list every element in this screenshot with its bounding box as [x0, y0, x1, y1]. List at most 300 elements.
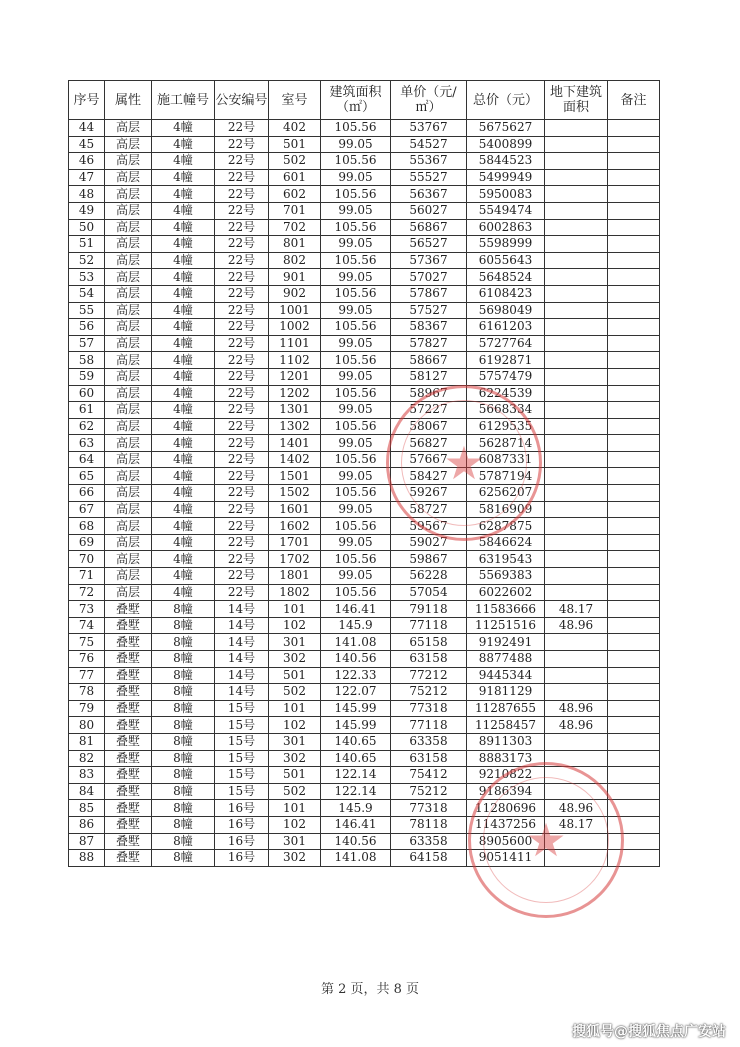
table-cell: 99.05	[321, 136, 391, 153]
table-cell: 82	[69, 750, 105, 767]
table-cell: 105.56	[321, 352, 391, 369]
column-header: 属性	[105, 81, 152, 120]
table-cell: 71	[69, 568, 105, 585]
table-cell: 72	[69, 584, 105, 601]
table-cell: 6161203	[467, 319, 545, 336]
table-cell: 105.56	[321, 485, 391, 502]
table-cell: 59027	[391, 534, 467, 551]
table-cell: 4幢	[152, 335, 215, 352]
table-cell: 53767	[391, 120, 467, 137]
table-cell	[608, 153, 660, 170]
table-cell: 77212	[391, 667, 467, 684]
table-cell: 99.05	[321, 435, 391, 452]
table-cell: 4幢	[152, 402, 215, 419]
table-cell: 59267	[391, 485, 467, 502]
table-cell: 5698049	[467, 302, 545, 319]
table-cell	[545, 120, 608, 137]
table-cell: 78	[69, 684, 105, 701]
table-cell: 75412	[391, 767, 467, 784]
table-row	[69, 385, 660, 402]
table-row	[69, 302, 660, 319]
table-cell: 14号	[215, 617, 269, 634]
table-cell	[545, 551, 608, 568]
table-cell: 5675627	[467, 120, 545, 137]
table-cell	[545, 634, 608, 651]
table-cell: 14号	[215, 667, 269, 684]
table-cell: 4幢	[152, 501, 215, 518]
table-cell: 高层	[105, 120, 152, 137]
table-cell: 102	[269, 617, 321, 634]
table-cell: 高层	[105, 385, 152, 402]
table-cell: 87	[69, 833, 105, 850]
table-row	[69, 651, 660, 668]
table-row	[69, 186, 660, 203]
table-cell	[608, 617, 660, 634]
table-cell: 58667	[391, 352, 467, 369]
table-cell: 56367	[391, 186, 467, 203]
table-cell: 22号	[215, 468, 269, 485]
table-cell: 77318	[391, 800, 467, 817]
star-icon: ★	[443, 436, 485, 490]
table-cell: 79118	[391, 601, 467, 618]
table-cell: 99.05	[321, 236, 391, 253]
table-cell	[608, 700, 660, 717]
table-cell: 56527	[391, 236, 467, 253]
table-row	[69, 833, 660, 850]
table-cell: 15号	[215, 700, 269, 717]
table-cell	[545, 451, 608, 468]
table-cell: 8幢	[152, 601, 215, 618]
column-header: 序号	[69, 81, 105, 120]
table-cell: 4幢	[152, 285, 215, 302]
column-header: 单价（元/㎡）	[391, 81, 467, 120]
table-row	[69, 335, 660, 352]
table-cell	[608, 767, 660, 784]
table-cell: 6055643	[467, 252, 545, 269]
table-cell	[545, 186, 608, 203]
table-cell: 67	[69, 501, 105, 518]
table-cell: 63158	[391, 651, 467, 668]
table-row	[69, 319, 660, 336]
table-cell: 63358	[391, 733, 467, 750]
table-cell: 57827	[391, 335, 467, 352]
table-cell: 146.41	[321, 816, 391, 833]
table-cell: 4幢	[152, 319, 215, 336]
table-cell: 叠墅	[105, 733, 152, 750]
table-cell: 叠墅	[105, 750, 152, 767]
column-header: 总价（元）	[467, 81, 545, 120]
table-cell: 4幢	[152, 568, 215, 585]
table-row	[69, 750, 660, 767]
table-cell: 146.41	[321, 601, 391, 618]
table-cell: 叠墅	[105, 634, 152, 651]
table-cell: 1102	[269, 352, 321, 369]
table-cell: 77118	[391, 617, 467, 634]
table-cell: 48.17	[545, 816, 608, 833]
column-header: 公安编号	[215, 81, 269, 120]
table-cell: 601	[269, 169, 321, 186]
table-cell: 4幢	[152, 186, 215, 203]
table-cell: 22号	[215, 153, 269, 170]
table-cell: 502	[269, 783, 321, 800]
table-cell: 48.17	[545, 601, 608, 618]
table-cell: 22号	[215, 335, 269, 352]
table-cell: 5648524	[467, 269, 545, 286]
table-row	[69, 352, 660, 369]
table-cell	[608, 285, 660, 302]
table-cell: 8幢	[152, 717, 215, 734]
table-cell	[608, 651, 660, 668]
table-cell: 15号	[215, 767, 269, 784]
table-row	[69, 667, 660, 684]
table-cell: 6319543	[467, 551, 545, 568]
table-cell	[545, 202, 608, 219]
table-cell	[608, 120, 660, 137]
table-cell: 101	[269, 800, 321, 817]
table-cell: 高层	[105, 219, 152, 236]
table-cell: 高层	[105, 252, 152, 269]
table-cell: 140.65	[321, 733, 391, 750]
table-cell: 22号	[215, 368, 269, 385]
table-cell: 63158	[391, 750, 467, 767]
table-cell: 145.99	[321, 717, 391, 734]
table-cell: 15号	[215, 783, 269, 800]
table-cell: 4幢	[152, 518, 215, 535]
table-cell: 105.56	[321, 186, 391, 203]
table-cell: 65	[69, 468, 105, 485]
table-cell: 501	[269, 667, 321, 684]
table-cell: 高层	[105, 468, 152, 485]
table-cell	[545, 368, 608, 385]
table-cell: 99.05	[321, 468, 391, 485]
column-header: 备注	[608, 81, 660, 120]
table-cell	[608, 236, 660, 253]
table-cell	[545, 468, 608, 485]
table-cell: 48.96	[545, 717, 608, 734]
table-cell: 高层	[105, 236, 152, 253]
table-cell: 57027	[391, 269, 467, 286]
table-cell: 8幢	[152, 667, 215, 684]
table-cell: 11280696	[467, 800, 545, 817]
table-cell: 63358	[391, 833, 467, 850]
table-cell	[608, 352, 660, 369]
table-cell: 84	[69, 783, 105, 800]
table-cell: 11287655	[467, 700, 545, 717]
table-cell	[545, 485, 608, 502]
table-cell: 22号	[215, 385, 269, 402]
table-cell: 高层	[105, 368, 152, 385]
table-cell: 9181129	[467, 684, 545, 701]
table-cell: 22号	[215, 485, 269, 502]
table-row	[69, 252, 660, 269]
table-cell: 6224539	[467, 385, 545, 402]
table-cell: 5598999	[467, 236, 545, 253]
table-cell: 99.05	[321, 534, 391, 551]
table-cell: 99.05	[321, 501, 391, 518]
table-cell: 56228	[391, 568, 467, 585]
header-row	[69, 81, 660, 120]
table-cell: 54	[69, 285, 105, 302]
table-cell: 78118	[391, 816, 467, 833]
table-row	[69, 418, 660, 435]
table-cell: 1602	[269, 518, 321, 535]
table-cell: 22号	[215, 551, 269, 568]
table-cell: 5787194	[467, 468, 545, 485]
table-cell	[608, 518, 660, 535]
table-cell: 8幢	[152, 833, 215, 850]
table-row	[69, 634, 660, 651]
table-cell: 105.56	[321, 319, 391, 336]
table-cell: 65158	[391, 634, 467, 651]
table-cell: 8幢	[152, 651, 215, 668]
table-cell: 56827	[391, 435, 467, 452]
table-cell	[545, 302, 608, 319]
table-cell	[608, 169, 660, 186]
table-row	[69, 501, 660, 518]
table-cell	[608, 584, 660, 601]
table-cell: 高层	[105, 485, 152, 502]
table-cell: 55527	[391, 169, 467, 186]
table-cell: 4幢	[152, 584, 215, 601]
table-cell: 22号	[215, 451, 269, 468]
table-cell	[545, 667, 608, 684]
table-cell: 101	[269, 601, 321, 618]
table-cell: 122.07	[321, 684, 391, 701]
table-cell: 4幢	[152, 352, 215, 369]
table-cell: 5628714	[467, 435, 545, 452]
table-cell	[608, 501, 660, 518]
table-cell: 叠墅	[105, 684, 152, 701]
table-cell: 8幢	[152, 800, 215, 817]
table-row	[69, 800, 660, 817]
table-cell: 80	[69, 717, 105, 734]
table-cell: 53	[69, 269, 105, 286]
table-cell: 99.05	[321, 368, 391, 385]
table-cell: 高层	[105, 402, 152, 419]
table-row	[69, 617, 660, 634]
watermark: 搜狐号@搜狐焦点广安站	[572, 1024, 726, 1040]
table-cell: 49	[69, 202, 105, 219]
table-cell: 叠墅	[105, 850, 152, 867]
table-cell	[545, 651, 608, 668]
table-cell: 5816909	[467, 501, 545, 518]
table-cell: 302	[269, 651, 321, 668]
table-row	[69, 767, 660, 784]
table-cell: 802	[269, 252, 321, 269]
table-cell: 58367	[391, 319, 467, 336]
table-cell: 5727764	[467, 335, 545, 352]
table-cell	[545, 252, 608, 269]
table-cell: 高层	[105, 335, 152, 352]
table-cell: 高层	[105, 285, 152, 302]
table-cell: 4幢	[152, 534, 215, 551]
table-cell: 22号	[215, 568, 269, 585]
table-row	[69, 700, 660, 717]
table-cell: 叠墅	[105, 617, 152, 634]
table-row	[69, 518, 660, 535]
table-cell: 叠墅	[105, 700, 152, 717]
table-cell	[608, 335, 660, 352]
table-cell: 5499949	[467, 169, 545, 186]
table-cell: 14号	[215, 601, 269, 618]
table-body	[69, 120, 660, 867]
table-cell: 140.65	[321, 750, 391, 767]
table-cell: 68	[69, 518, 105, 535]
table-cell: 105.56	[321, 418, 391, 435]
table-cell	[608, 202, 660, 219]
table-cell	[608, 783, 660, 800]
table-cell: 叠墅	[105, 667, 152, 684]
table-cell: 6108423	[467, 285, 545, 302]
table-row	[69, 285, 660, 302]
table-cell: 58727	[391, 501, 467, 518]
table-row	[69, 153, 660, 170]
table-row	[69, 850, 660, 867]
table-row	[69, 368, 660, 385]
table-cell: 75	[69, 634, 105, 651]
table-cell: 70	[69, 551, 105, 568]
table-cell: 702	[269, 219, 321, 236]
table-cell	[545, 501, 608, 518]
table-cell: 11437256	[467, 816, 545, 833]
table-cell: 48.96	[545, 700, 608, 717]
table-cell: 99.05	[321, 169, 391, 186]
table-row	[69, 202, 660, 219]
table-cell: 502	[269, 153, 321, 170]
table-cell: 高层	[105, 551, 152, 568]
table-cell: 58	[69, 352, 105, 369]
table-cell: 77318	[391, 700, 467, 717]
table-row	[69, 269, 660, 286]
table-cell: 4幢	[152, 153, 215, 170]
table-cell: 99.05	[321, 335, 391, 352]
table-cell: 6192871	[467, 352, 545, 369]
table-cell: 16号	[215, 816, 269, 833]
table-cell: 4幢	[152, 302, 215, 319]
table-cell: 57527	[391, 302, 467, 319]
table-cell: 4幢	[152, 435, 215, 452]
table-cell: 22号	[215, 518, 269, 535]
table-cell: 8幢	[152, 617, 215, 634]
table-cell	[545, 733, 608, 750]
table-cell	[545, 352, 608, 369]
table-cell	[545, 402, 608, 419]
table-cell: 1402	[269, 451, 321, 468]
table-cell: 801	[269, 236, 321, 253]
table-cell: 1201	[269, 368, 321, 385]
table-cell: 59567	[391, 518, 467, 535]
table-cell	[608, 136, 660, 153]
table-cell: 51	[69, 236, 105, 253]
table-cell: 1601	[269, 501, 321, 518]
table-cell: 4幢	[152, 418, 215, 435]
table-cell: 6087331	[467, 451, 545, 468]
table-cell: 56	[69, 319, 105, 336]
table-cell	[545, 833, 608, 850]
table-cell: 105.56	[321, 451, 391, 468]
column-header: 建筑面积（㎡）	[321, 81, 391, 120]
table-cell: 22号	[215, 402, 269, 419]
table-cell: 48.96	[545, 800, 608, 817]
table-cell: 高层	[105, 186, 152, 203]
table-cell: 11258457	[467, 717, 545, 734]
table-cell: 105.56	[321, 285, 391, 302]
table-row	[69, 402, 660, 419]
table-cell	[608, 468, 660, 485]
table-cell: 102	[269, 816, 321, 833]
table-cell: 22号	[215, 252, 269, 269]
table-cell: 1502	[269, 485, 321, 502]
table-cell: 74	[69, 617, 105, 634]
table-cell: 57	[69, 335, 105, 352]
table-cell	[608, 435, 660, 452]
column-header: 地下建筑面积	[545, 81, 608, 120]
table-cell: 501	[269, 136, 321, 153]
table-cell: 22号	[215, 219, 269, 236]
table-row	[69, 816, 660, 833]
table-cell: 99.05	[321, 302, 391, 319]
table-cell: 22号	[215, 285, 269, 302]
table-cell: 6256207	[467, 485, 545, 502]
table-cell: 15号	[215, 733, 269, 750]
table-cell: 4幢	[152, 136, 215, 153]
table-row	[69, 717, 660, 734]
table-cell: 81	[69, 733, 105, 750]
table-cell: 高层	[105, 169, 152, 186]
table-cell	[545, 684, 608, 701]
table-cell: 6002863	[467, 219, 545, 236]
table-cell: 4幢	[152, 468, 215, 485]
table-cell: 6287875	[467, 518, 545, 535]
table-cell	[608, 534, 660, 551]
table-cell: 5844523	[467, 153, 545, 170]
table-cell: 86	[69, 816, 105, 833]
table-cell: 83	[69, 767, 105, 784]
table-cell	[545, 385, 608, 402]
table-cell: 302	[269, 750, 321, 767]
column-header: 室号	[269, 81, 321, 120]
table-cell: 101	[269, 700, 321, 717]
page-number-footer: 第 2 页，共 8 页	[320, 982, 420, 997]
table-cell: 58127	[391, 368, 467, 385]
table-cell: 77	[69, 667, 105, 684]
table-cell: 8883173	[467, 750, 545, 767]
table-cell: 99.05	[321, 568, 391, 585]
table-cell: 5549474	[467, 202, 545, 219]
table-cell: 99.05	[321, 269, 391, 286]
table-cell	[608, 850, 660, 867]
table-cell	[608, 368, 660, 385]
table-cell: 16号	[215, 850, 269, 867]
table-row	[69, 485, 660, 502]
table-cell: 85	[69, 800, 105, 817]
table-cell: 8幢	[152, 783, 215, 800]
table-cell	[608, 186, 660, 203]
table-cell: 57367	[391, 252, 467, 269]
table-cell: 8幢	[152, 850, 215, 867]
table-cell: 22号	[215, 202, 269, 219]
table-cell	[608, 252, 660, 269]
table-cell: 59	[69, 368, 105, 385]
table-cell: 55367	[391, 153, 467, 170]
table-cell: 44	[69, 120, 105, 137]
table-cell: 145.9	[321, 617, 391, 634]
table-cell: 5569383	[467, 568, 545, 585]
table-cell: 8905600	[467, 833, 545, 850]
table-cell: 11583666	[467, 601, 545, 618]
table-cell: 高层	[105, 202, 152, 219]
table-cell: 22号	[215, 501, 269, 518]
